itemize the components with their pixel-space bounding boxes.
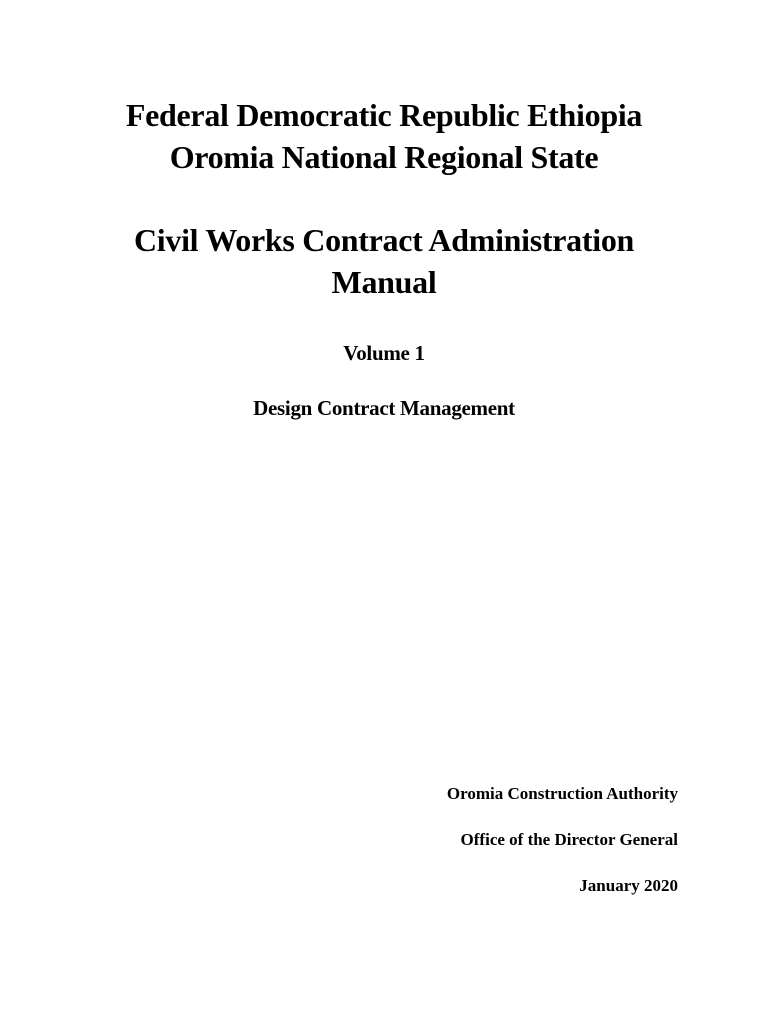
manual-title-line2: Manual [331,264,437,300]
document-subtitle: Design Contract Management [253,396,515,420]
issuing-office: Office of the Director General [460,830,678,849]
region-heading: Oromia National Regional State [169,139,599,175]
manual-title-line1: Civil Works Contract Administration [133,222,635,258]
issuing-organization: Oromia Construction Authority [446,784,678,803]
publication-date: January 2020 [579,876,678,895]
country-heading: Federal Democratic Republic Ethiopia [125,97,643,133]
volume-label: Volume 1 [343,341,425,365]
